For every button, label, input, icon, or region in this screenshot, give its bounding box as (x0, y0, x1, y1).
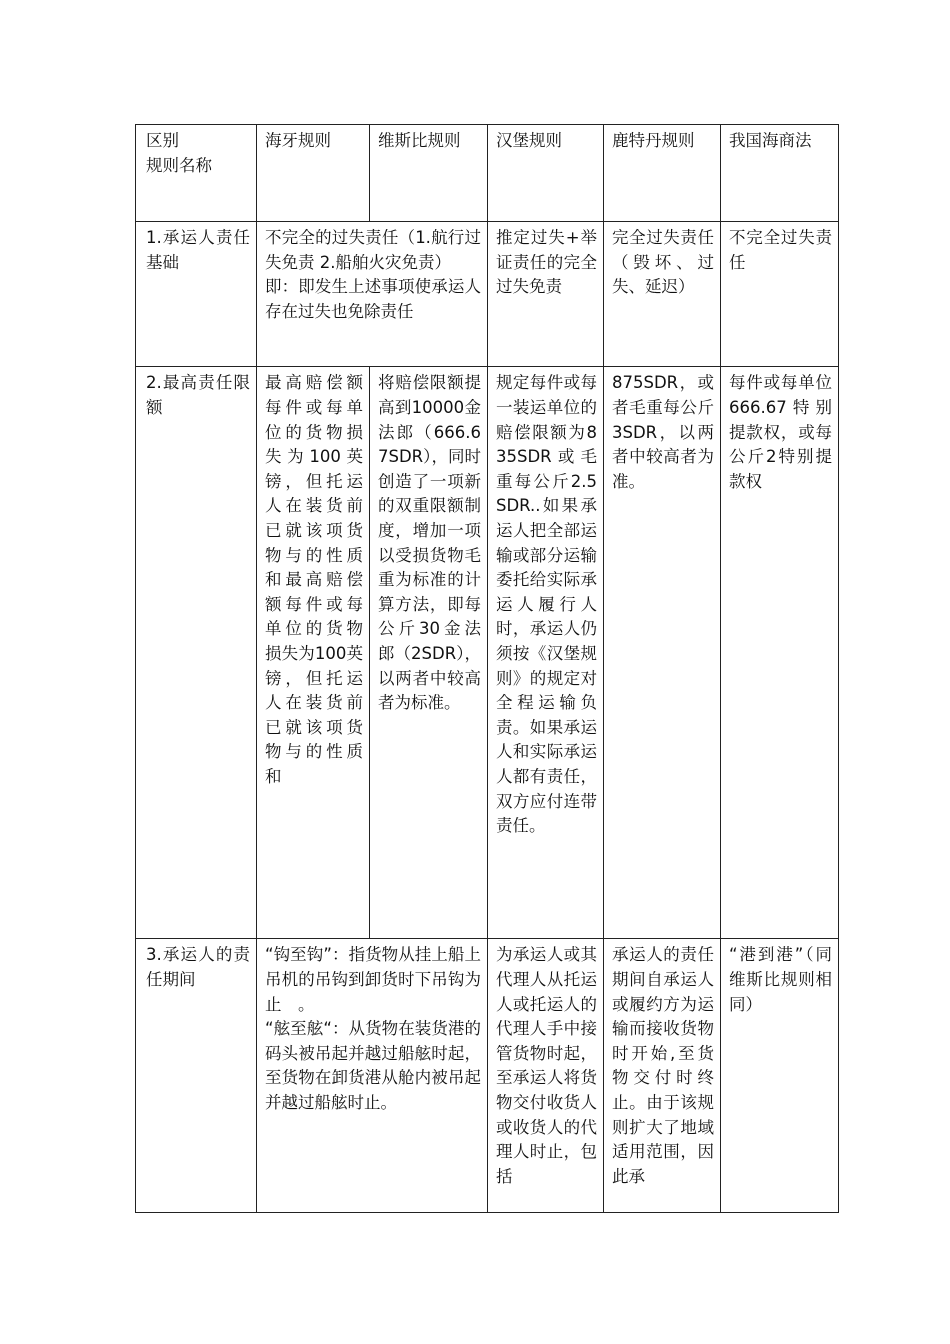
comparison-table (135, 124, 839, 1213)
cell-limit-china: 每件或每单位666.67特别提款权，或每公斤2特别提款权 (721, 367, 839, 939)
cell-period-china: “港到港”（同维斯比规则相同） (721, 939, 839, 1213)
header-row (136, 125, 839, 222)
header-china: 我国海商法 (721, 125, 839, 222)
cell-basis-rotterdam: 完全过失责任（毁坏、过失、延迟） (604, 222, 721, 367)
header-rotterdam: 鹿特丹规则 (604, 125, 721, 222)
cell-period-hague-visby-p1: “钩至钩”：指货物从挂上船上吊机的吊钩到卸货时下吊钩为止 。 (265, 945, 481, 1014)
row-label-limit: 2.最高责任限额 (136, 367, 257, 939)
cell-period-hague-visby (257, 939, 488, 1213)
cell-basis-hague-visby-p2: 即：即发生上述事项使承运人存在过失也免除责任 (265, 277, 481, 321)
cell-period-rotterdam: 承运人的责任期间自承运人或履约方为运输而接收货物时开始,至货物交付时终止。由于该规则扩大了地域适用范围，因此承 (604, 939, 721, 1213)
cell-basis-china: 不完全过失责任 (721, 222, 839, 367)
header-visby: 维斯比规则 (370, 125, 488, 222)
corner-header-cell (136, 125, 257, 222)
corner-header-line2: 规则名称 (146, 155, 212, 175)
cell-basis-hamburg: 推定过失+举证责任的完全过失免责 (488, 222, 604, 367)
cell-limit-hague: 最高赔偿额每件或每单位的货物损失为100英镑，但托运人在装货前已就该项货物与的性质和最高赔偿额每件或每单位的货物损失为100英镑，但托运人在装货前已就该项货物与的性质和 (257, 367, 370, 939)
cell-limit-rotterdam: 875SDR，或者毛重每公斤3SDR，以两者中较高者为准。 (604, 367, 721, 939)
header-hague: 海牙规则 (257, 125, 370, 222)
cell-period-hague-visby-p2: “舷至舷“：从货物在装货港的码头被吊起并越过船舷时起，至货物在卸货港从舱内被吊起并越过船舷时止。 (265, 1019, 481, 1113)
row-label-period: 3.承运人的责任期间 (136, 939, 257, 1213)
cell-basis-hague-visby (257, 222, 488, 367)
table-row-limit (136, 367, 839, 939)
table-row-period (136, 939, 839, 1213)
cell-limit-visby: 将赔偿限额提高到10000金法郎（666.67SDR），同时创造了一项新的双重限额制度，增加一项以受损货物毛重为标准的计算方法，即每公斤30金法郎（2SDR），以两者中较高者为标准。 (370, 367, 488, 939)
table-row-basis (136, 222, 839, 367)
cell-period-hamburg: 为承运人或其代理人从托运人或托运人的代理人手中接管货物时起，至承运人将货物交付收货人或收货人的代理人时止，包括 (488, 939, 604, 1213)
cell-basis-hague-visby-p1: 不完全的过失责任（1.航行过失免责 2.船舶火灾免责） (265, 228, 481, 272)
row-label-basis: 1.承运人责任基础 (136, 222, 257, 367)
header-hamburg: 汉堡规则 (488, 125, 604, 222)
corner-header-line1: 区别 (146, 131, 179, 150)
cell-limit-hamburg: 规定每件或每一装运单位的赔偿限额为835SDR或毛重每公斤2.5SDR..如果承运人把全部运输或部分运输委托给实际承运人履行人时，承运人仍须按《汉堡规则》的规定对全程运输负责。如果承运人和实际承运人都有责任，双方应付连带责任。 (488, 367, 604, 939)
